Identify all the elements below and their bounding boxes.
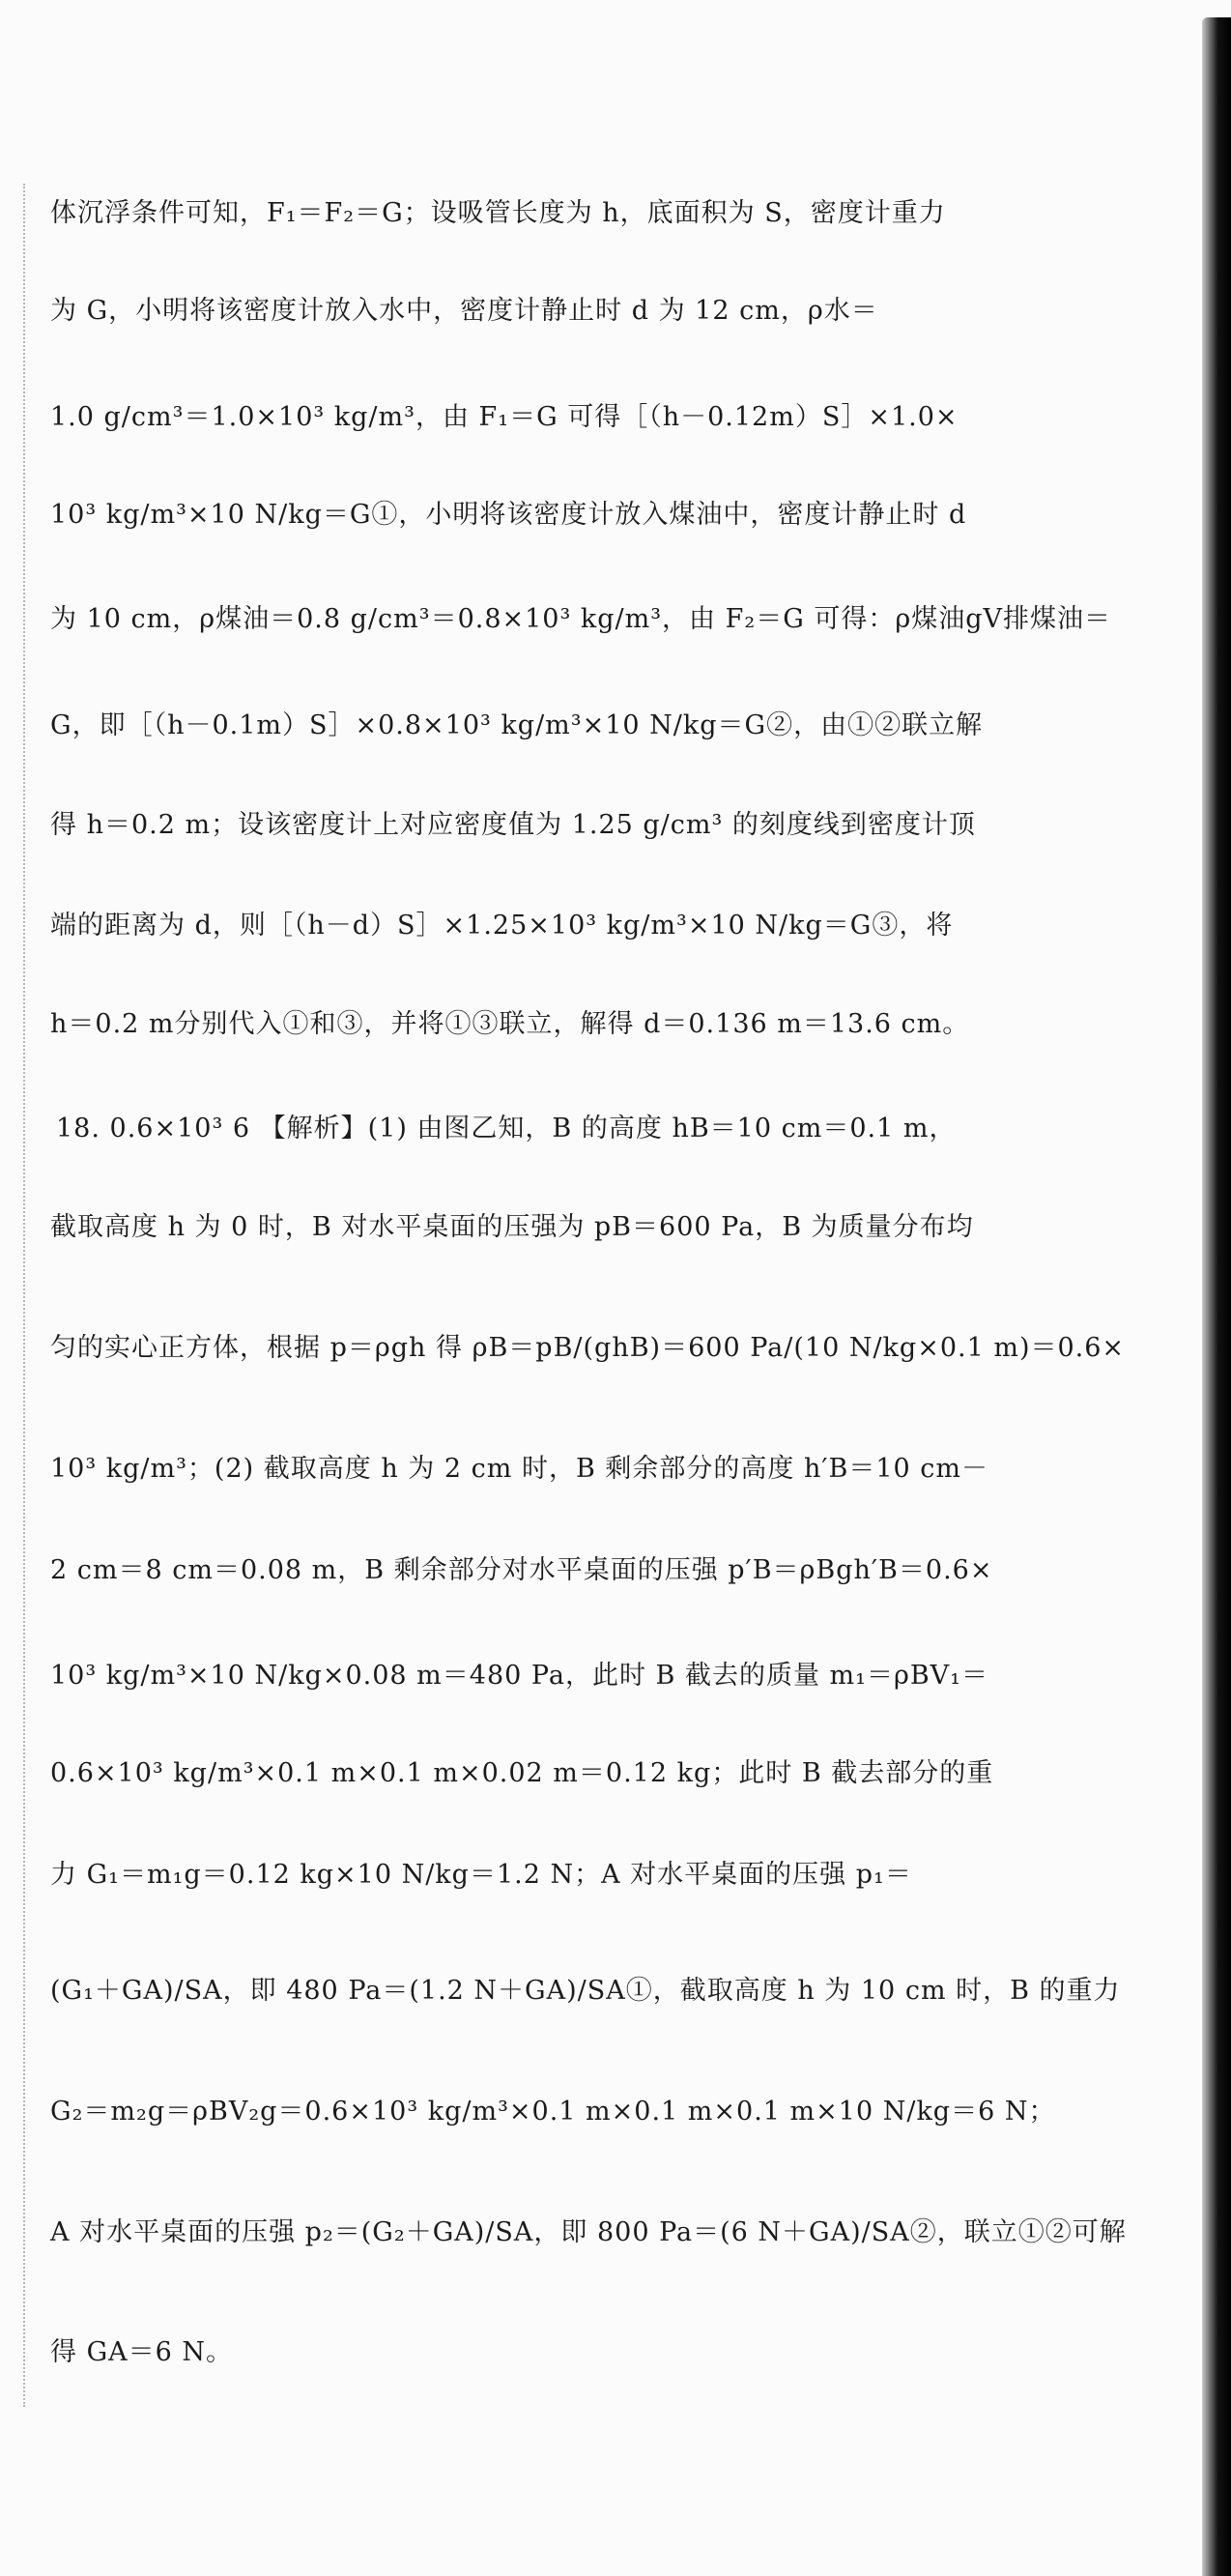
formula-line: A 对水平桌面的压强 p₂＝(G₂＋GA)/SA，即 800 Pa＝(6 N＋GA)/SA②，联立①②可解 [50, 2217, 1127, 2247]
text-line: 10³ kg/m³；(2) 截取高度 h 为 2 cm 时，B 剩余部分的高度 h′B＝10 cm－ [50, 1454, 988, 1484]
text-line: 10³ kg/m³×10 N/kg×0.08 m＝480 Pa，此时 B 截去的质量 m₁＝ρBV₁＝ [50, 1661, 989, 1691]
page-binding-edge [1202, 17, 1231, 2576]
formula-line: (G₁＋GA)/SA，即 480 Pa＝(1.2 N＋GA)/SA①，截取高度 h 为 10 cm 时，B 的重力 [50, 1976, 1121, 2006]
margin-dotted-line [23, 184, 25, 2407]
text-line: G，即［（h－0.1m）S］×0.8×10³ kg/m³×10 N/kg＝G②，由①②联立解 [50, 710, 984, 740]
text-line: 力 G₁＝m₁g＝0.12 kg×10 N/kg＝1.2 N；A 对水平桌面的压强 p₁＝ [50, 1860, 912, 1890]
text-line: 2 cm＝8 cm＝0.08 m，B 剩余部分对水平桌面的压强 p′B＝ρBgh′B＝0.6× [50, 1555, 993, 1585]
text-line: 端的距离为 d，则［（h－d）S］×1.25×10³ kg/m³×10 N/kg＝G③，将 [50, 911, 954, 941]
question-18-answer-line: 18. 0.6×10³ 6 【解析】(1) 由图乙知，B 的高度 hB＝10 cm＝0.1 m， [56, 1114, 957, 1143]
text-line: h＝0.2 m分别代入①和③，并将①③联立，解得 d＝0.136 m＝13.6 cm。 [50, 1009, 970, 1039]
text-line: 10³ kg/m³×10 N/kg＝G①，小明将该密度计放入煤油中，密度计静止时 d [50, 500, 967, 530]
formula-line: 匀的实心正方体，根据 p＝ρgh 得 ρB＝pB/(ghB)＝600 Pa/(10 N/kg×0.1 m)＝0.6× [50, 1333, 1126, 1363]
text-line: 1.0 g/cm³＝1.0×10³ kg/m³，由 F₁＝G 可得［（h－0.12m）S］×1.0× [50, 402, 959, 432]
text-line: 截取高度 h 为 0 时，B 对水平桌面的压强为 pB＝600 Pa，B 为质量分布均 [50, 1212, 974, 1242]
text-line: 得 h＝0.2 m；设该密度计上对应密度值为 1.25 g/cm³ 的刻度线到密度计顶 [50, 810, 976, 840]
text-line: 为 G，小明将该密度计放入水中，密度计静止时 d 为 12 cm，ρ水＝ [50, 296, 878, 326]
text-line: G₂＝m₂g＝ρBV₂g＝0.6×10³ kg/m³×0.1 m×0.1 m×0.1 m×10 N/kg＝6 N； [50, 2097, 1056, 2127]
text-line: 为 10 cm，ρ煤油＝0.8 g/cm³＝0.8×10³ kg/m³，由 F₂＝G 可得：ρ煤油gV排煤油＝ [50, 604, 1112, 634]
text-line: 体沉浮条件可知，F₁＝F₂＝G；设吸管长度为 h，底面积为 S，密度计重力 [50, 198, 946, 228]
text-line: 得 GA＝6 N。 [50, 2337, 234, 2367]
text-line: 0.6×10³ kg/m³×0.1 m×0.1 m×0.02 m＝0.12 kg；此时 B 截去部分的重 [50, 1758, 994, 1788]
